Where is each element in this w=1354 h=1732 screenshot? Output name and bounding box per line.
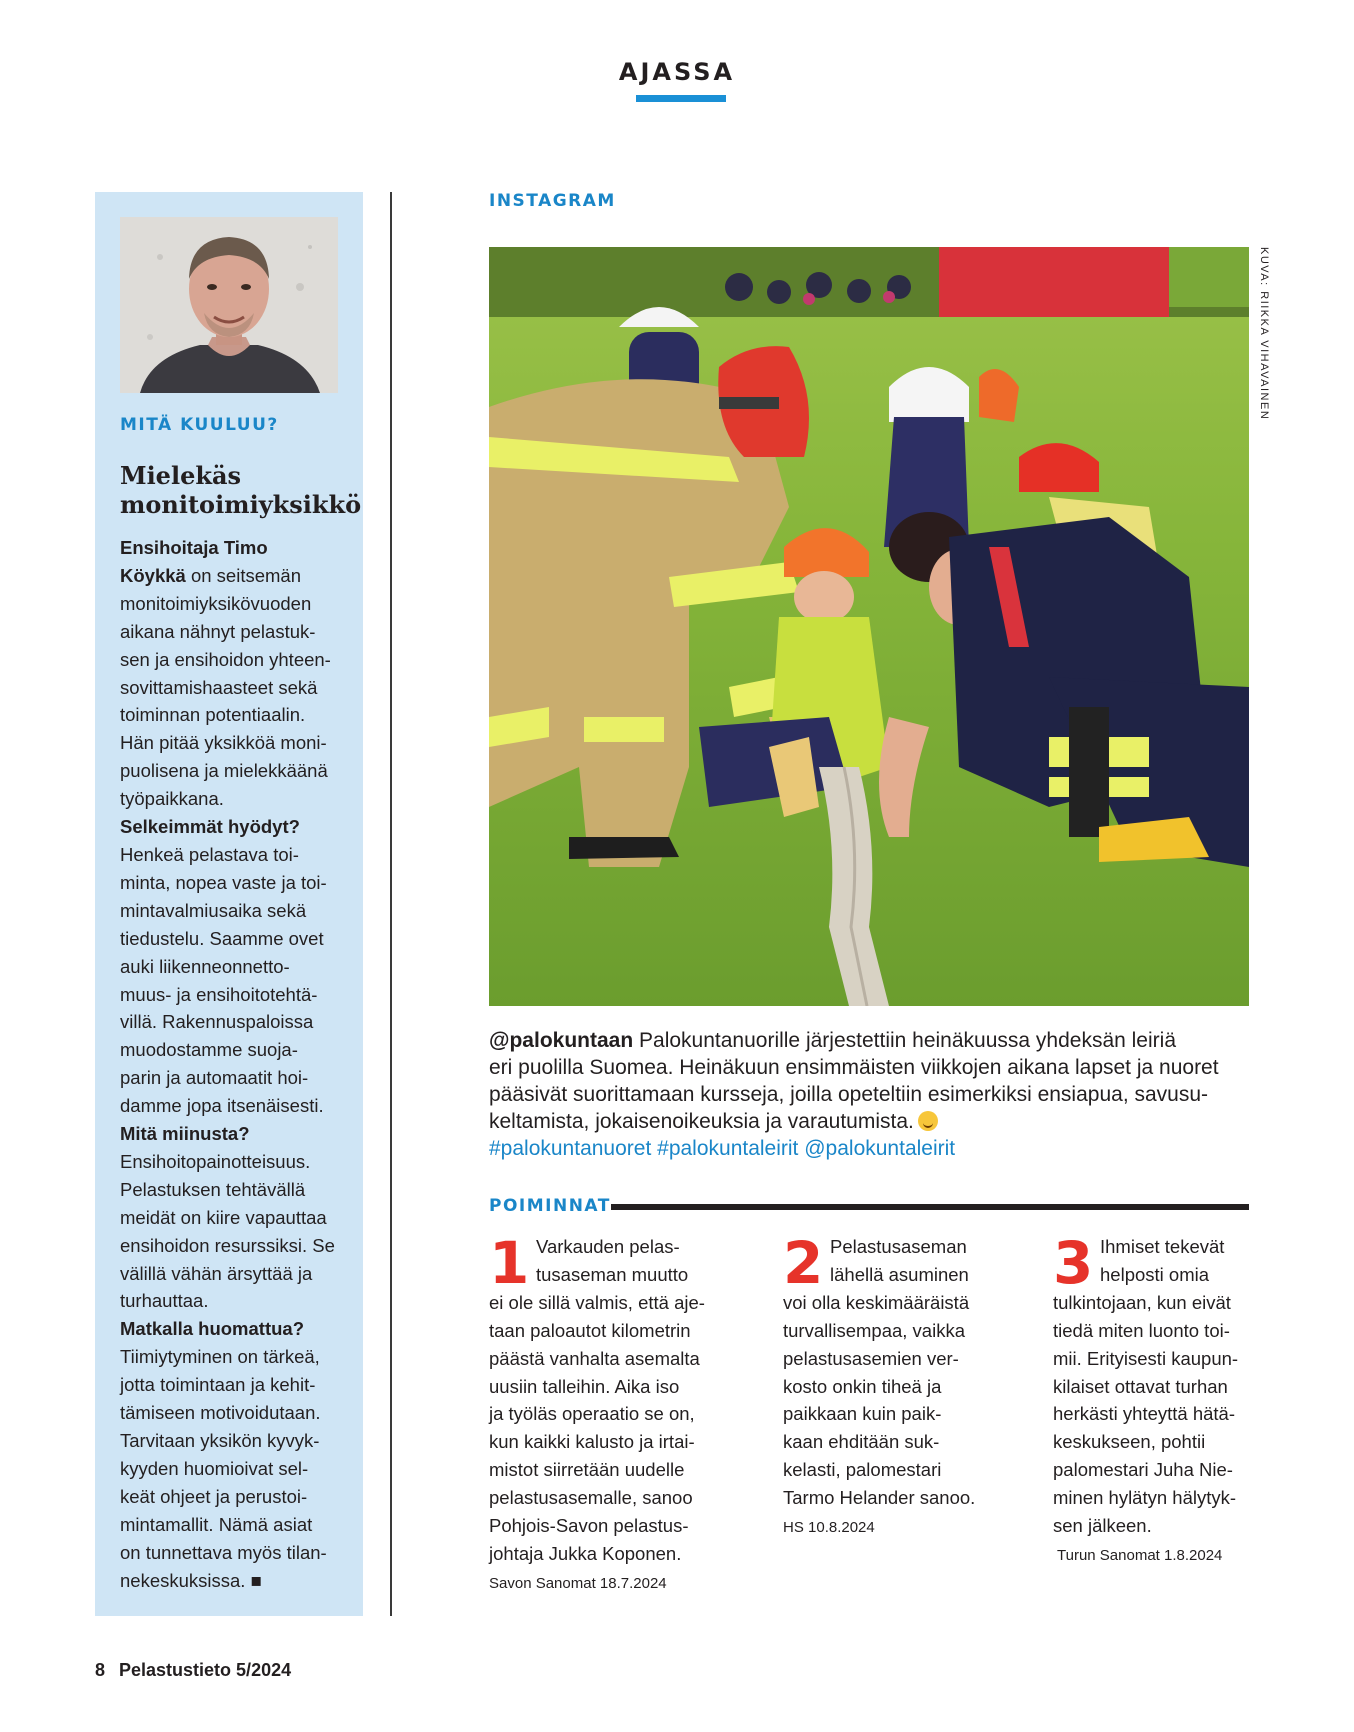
sidebar-body-text-run: Pelastuksen tehtävällä xyxy=(120,1178,306,1200)
sidebar-body-text-run: mintamallit. Nämä asiat xyxy=(120,1513,313,1535)
page-number: 8 xyxy=(95,1660,106,1680)
sidebar-body-line xyxy=(120,1539,356,1567)
poiminnat-rule xyxy=(611,1204,1249,1210)
poiminta-line: kelasti, palomestari xyxy=(783,1459,942,1481)
sidebar-body-line xyxy=(120,1287,356,1315)
sidebar-body-text-run: Henkeä pelastava toi- xyxy=(120,843,299,865)
poiminta-number: 2 xyxy=(783,1229,824,1297)
poiminta-line: Tarmo Helander sanoo. xyxy=(783,1487,976,1509)
sidebar-body-line xyxy=(120,869,356,897)
sidebar-body-line xyxy=(120,1204,356,1232)
poiminta-line: kilaiset ottavat turhan xyxy=(1053,1375,1228,1397)
sidebar-body-line xyxy=(120,674,356,702)
sidebar-body-line xyxy=(120,646,356,674)
star-struck-emoji-icon xyxy=(918,1111,938,1131)
sidebar-body-text-run: työpaikkana. xyxy=(120,788,224,810)
poiminta-line: lähellä asuminen xyxy=(830,1263,969,1285)
sidebar-body-line xyxy=(120,618,356,646)
sidebar-body-line xyxy=(120,981,356,1009)
poiminta-line: minen hylätyn hälytyk- xyxy=(1053,1487,1237,1509)
sidebar-body-line xyxy=(120,1315,356,1343)
sidebar-body-text-run: Tiimiytyminen on tärkeä, xyxy=(120,1346,320,1368)
sidebar-body-line xyxy=(120,1036,356,1064)
sidebar-body-text-run: auki liikenneonnetto- xyxy=(120,955,290,977)
poiminta-source: Turun Sanomat 1.8.2024 xyxy=(1057,1546,1223,1564)
poiminta-line: mistot siirretään uudelle xyxy=(489,1459,685,1481)
sidebar-body-line xyxy=(120,1511,356,1539)
poiminta-source: HS 10.8.2024 xyxy=(783,1519,875,1537)
sidebar-body-line xyxy=(120,1120,356,1148)
sidebar-body-text-run: kyyden huomioivat sel- xyxy=(120,1457,309,1479)
sidebar-body-text-run: on seitsemän xyxy=(185,564,302,586)
sidebar-bold-lead: Matkalla huomattua? xyxy=(120,1318,304,1340)
caption-line: eri puolilla Suomea. Heinäkuun ensimmäisten viikkojen aikana lapset ja nuoret xyxy=(489,1056,1219,1079)
instagram-kicker: INSTAGRAM xyxy=(489,191,616,211)
sidebar-body-text-run: ensihoidon resurssiksi. Se xyxy=(120,1234,335,1256)
sidebar-body-text-run: nekeskuksissa. ■ xyxy=(120,1569,262,1591)
sidebar-body-text-run: sovittamishaasteet sekä xyxy=(120,676,318,698)
poiminta-line: taan paloautot kilometrin xyxy=(489,1319,691,1341)
sidebar-body-line xyxy=(120,1092,356,1120)
poiminta-line: pelastusasemalle, sanoo xyxy=(489,1487,693,1509)
poiminta-item xyxy=(1053,1229,1253,1566)
sidebar-kicker: MITÄ KUULUU? xyxy=(120,415,279,435)
poiminta-line: kosto onkin tiheä ja xyxy=(783,1375,942,1397)
poiminta-line: johtaja Jukka Koponen. xyxy=(489,1542,682,1564)
poiminta-line: kun kaikki kalusto ja irtai- xyxy=(489,1431,695,1453)
poiminta-line: pelastusasemien ver- xyxy=(783,1347,959,1369)
column-divider xyxy=(390,192,392,1616)
poiminnat-kicker: POIMINNAT xyxy=(489,1196,611,1216)
poiminta-line: helposti omia xyxy=(1100,1263,1210,1285)
sidebar-body-line xyxy=(120,590,356,618)
poiminta-line: voi olla keskimääräistä xyxy=(783,1291,970,1313)
poiminta-line: kaan ehditään suk- xyxy=(783,1431,940,1453)
sidebar-title-line: monitoimiyksikkö xyxy=(120,490,362,519)
sidebar-body-line xyxy=(120,785,356,813)
instagram-handle[interactable]: @palokuntaan xyxy=(489,1029,634,1052)
sidebar-body-text-run: villä. Rakennuspaloissa xyxy=(120,1011,314,1033)
sidebar-body-line xyxy=(120,897,356,925)
sidebar-body-line xyxy=(120,1427,356,1455)
sidebar-body-text-run: Ensihoitopainotteisuus. xyxy=(120,1150,311,1172)
sidebar-body-text-run: damme jopa itsenäisesti. xyxy=(120,1095,324,1117)
sidebar-bold-lead: Mitä miinusta? xyxy=(120,1123,250,1145)
sidebar-bold-lead: Ensihoitaja Timo xyxy=(120,537,268,558)
sidebar-body-text-run: meidät on kiire vapauttaa xyxy=(120,1206,327,1228)
poiminta-number: 1 xyxy=(489,1229,530,1297)
poiminta-source: Savon Sanomat 18.7.2024 xyxy=(489,1574,667,1592)
sidebar-body-text-run: muodostamme suoja- xyxy=(120,1039,298,1061)
poiminta-line: mii. Erityisesti kaupun- xyxy=(1053,1347,1239,1369)
sidebar-title xyxy=(120,461,360,519)
sidebar-body-text-run: toiminnan potentiaalin. xyxy=(120,704,306,726)
poiminta-line: ei ole sillä valmis, että aje- xyxy=(489,1291,705,1313)
poiminta-line: palomestari Juha Nie- xyxy=(1053,1459,1233,1481)
sidebar-body-text-run: sen ja ensihoidon yhteen- xyxy=(120,648,331,670)
sidebar-body-text-run: turhauttaa. xyxy=(120,1290,209,1312)
sidebar-body-line xyxy=(120,729,356,757)
sidebar-body-text-run: tiedustelu. Saamme ovet xyxy=(120,927,324,949)
section-underline xyxy=(636,95,726,102)
caption-line: keltamista, jokaisenoikeuksia ja varautumista. xyxy=(489,1108,1259,1135)
page-footer xyxy=(95,1660,291,1681)
sidebar-body-line xyxy=(120,953,356,981)
poiminta-item xyxy=(489,1229,719,1594)
poiminta-line: herkästi yhteyttä hätä- xyxy=(1053,1403,1236,1425)
sidebar-body-text-run: Hän pitää yksikköä moni- xyxy=(120,732,327,754)
sidebar-title-line: Mielekäs xyxy=(120,461,242,490)
sidebar-body-line xyxy=(120,841,356,869)
poiminta-line: tiedä miten luonto toi- xyxy=(1053,1319,1230,1341)
sidebar-body-text-run: aikana nähnyt pelastuk- xyxy=(120,620,316,642)
sidebar-body-line xyxy=(120,1483,356,1511)
poiminta-line: päästä vanhalta asemalta xyxy=(489,1347,700,1369)
poiminta-line: ja työläs operaatio se on, xyxy=(489,1403,695,1425)
sidebar-body-line xyxy=(120,1148,356,1176)
portrait-photo xyxy=(120,217,338,393)
poiminta-line: Pohjois-Savon pelastus- xyxy=(489,1515,689,1537)
instagram-caption xyxy=(489,1027,1259,1162)
sidebar-bold-lead: Köykkä xyxy=(120,564,186,586)
poiminta-line: sen jälkeen. xyxy=(1053,1515,1152,1537)
poiminta-line: tulkintojaan, kun eivät xyxy=(1053,1291,1231,1313)
sidebar-body-text-run: jotta toimintaan ja kehit- xyxy=(120,1374,316,1396)
sidebar-body-text-run: parin ja automaatit hoi- xyxy=(120,1067,309,1089)
sidebar-body-text-run: keät ohjeet ja perustoi- xyxy=(120,1485,308,1507)
poiminta-line: uusiin talleihin. Aika iso xyxy=(489,1375,680,1397)
sidebar-body-line xyxy=(120,1260,356,1288)
sidebar-body-text-run: välillä vähän ärsyttää ja xyxy=(120,1262,313,1284)
poiminta-line: tusaseman muutto xyxy=(536,1263,689,1285)
sidebar-body-text xyxy=(120,534,356,1594)
sidebar-body-text-run: muus- ja ensihoitotehtä- xyxy=(120,983,318,1005)
poiminta-item xyxy=(783,1229,993,1538)
sidebar-body-line xyxy=(120,1008,356,1036)
poiminta-number: 3 xyxy=(1053,1229,1094,1297)
sidebar-body-line xyxy=(120,562,356,590)
sidebar-body-line xyxy=(120,701,356,729)
sidebar-body-text-run: on tunnettava myös tilan- xyxy=(120,1541,327,1563)
caption-line: pääsivät suorittamaan kursseja, joilla opeteltiin esimerkiksi ensiapua, savusu- xyxy=(489,1083,1209,1106)
photo-credit: KUVA: RIIKKA VIHAVAINEN xyxy=(1258,247,1270,421)
sidebar-body-line xyxy=(120,1343,356,1371)
sidebar-body-line xyxy=(120,1232,356,1260)
sidebar-body-text-run: minta, nopea vaste ja toi- xyxy=(120,871,327,893)
sidebar-body-line xyxy=(120,1399,356,1427)
sidebar-body-line xyxy=(120,1064,356,1092)
section-heading: AJASSA xyxy=(618,58,736,86)
sidebar-body-line xyxy=(120,925,356,953)
sidebar-body-line xyxy=(120,1567,356,1595)
instagram-photo xyxy=(489,247,1249,1006)
poiminta-line: Ihmiset tekevät xyxy=(1100,1236,1225,1257)
sidebar-body-line xyxy=(120,757,356,785)
sidebar-body-text-run: Tarvitaan yksikön kyvyk- xyxy=(120,1430,320,1451)
sidebar-body-text-run: tämiseen motivoidutaan. xyxy=(120,1402,321,1424)
poiminta-line: Varkauden pelas- xyxy=(536,1236,680,1257)
poiminta-line: Pelastusaseman xyxy=(830,1236,967,1257)
sidebar-body-line xyxy=(120,1371,356,1399)
caption-hashtags[interactable]: #palokuntanuoret #palokuntaleirit @palokuntaleirit xyxy=(489,1137,956,1160)
poiminta-line: keskukseen, pohtii xyxy=(1053,1431,1206,1453)
sidebar-body-text-run: mintavalmiusaika sekä xyxy=(120,899,307,921)
sidebar-body-text-run: puolisena ja mielekkäänä xyxy=(120,760,328,782)
sidebar-body-line xyxy=(120,1176,356,1204)
caption-line: @palokuntaan Palokuntanuorille järjestettiin heinäkuussa yhdeksän leiriä xyxy=(489,1029,1176,1052)
sidebar-body-line xyxy=(120,1455,356,1483)
sidebar-body-line xyxy=(120,534,356,562)
poiminta-line: turvallisempaa, vaikka xyxy=(783,1319,965,1341)
sidebar-body-line xyxy=(120,813,356,841)
sidebar-body-text-run: monitoimiyksikövuoden xyxy=(120,592,312,614)
sidebar-bold-lead: Selkeimmät hyödyt? xyxy=(120,816,300,838)
magazine-issue: Pelastustieto 5/2024 xyxy=(119,1660,292,1680)
poiminta-line: paikkaan kuin paik- xyxy=(783,1403,942,1425)
